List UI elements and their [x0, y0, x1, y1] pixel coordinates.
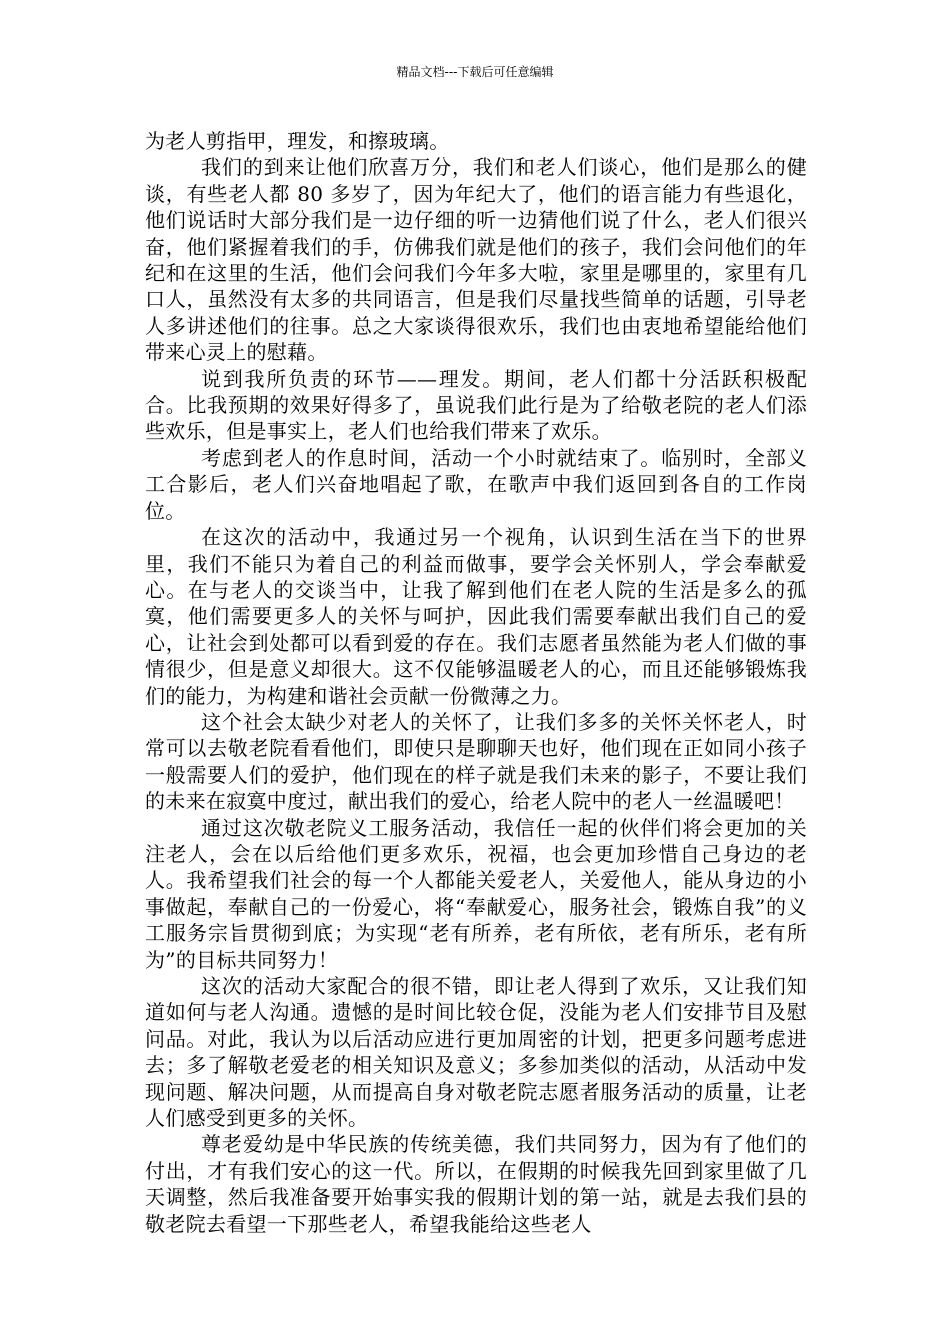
- paragraph: 说到我所负责的环节——理发。期间，老人们都十分活跃积极配合。比我预期的效果好得多了，虽说我们此行是为了给敬老院的老人们添些欢乐，但是事实上，老人们也给我们带来了欢乐。: [145, 366, 807, 444]
- paragraph: 考虑到老人的作息时间，活动一个小时就结束了。临别时，全部义工合影后，老人们兴奋地唱起了歌，在歌声中我们返回到各自的工作岗位。: [145, 445, 807, 523]
- document-body: [145, 128, 807, 1237]
- paragraph: 这次的活动大家配合的很不错，即让老人得到了欢乐，又让我们知道如何与老人沟通。遗憾的是时间比较仓促，没能为老人们安排节目及慰问品。对此，我认为以后活动应进行更加周密的计划，把更多问题考虑进去；多了解敬老爱老的相关知识及意义；多参加类似的活动，从活动中发现问题、解决问题，从而提高自身对敬老院志愿者服务活动的质量，让老人们感受到更多的关怀。: [145, 974, 807, 1131]
- paragraph: 这个社会太缺少对老人的关怀了，让我们多多的关怀关怀老人，时常可以去敬老院看看他们，即使只是聊聊天也好，他们现在正如同小孩子一般需要人们的爱护，他们现在的样子就是我们未来的影子，不要让我们的未来在寂寞中度过，献出我们的爱心，给老人院中的老人一丝温暖吧！: [145, 709, 807, 814]
- paragraph-continuation: 为老人剪指甲，理发，和擦玻璃。: [145, 129, 450, 153]
- paragraph: 尊老爱幼是中华民族的传统美德，我们共同努力，因为有了他们的付出，才有我们安心的这一代。所以，在假期的时候我先回到家里做了几天调整，然后我准备要开始事实我的假期计划的第一站，就是去我们县的敬老院去看望一下那些老人，希望我能给这些老人: [145, 1132, 807, 1236]
- page-header: 精品文档---下载后可任意编辑: [396, 65, 554, 79]
- paragraph: 在这次的活动中，我通过另一个视角，认识到生活在当下的世界里，我们不能只为着自己的利益而做事，要学会关怀别人，学会奉献爱心。在与老人的交谈当中，让我了解到他们在老人院的生活是多么的孤寞，他们需要更多人的关怀与呵护，因此我们需要奉献出我们自己的爱心，让社会到处都可以看到爱的存在。我们志愿者虽然能为老人们做的事情很少，但是意义却很大。这不仅能够温暖老人的心，而且还能够锻炼我们的能力，为构建和谐社会贡献一份微薄之力。: [145, 525, 807, 708]
- paragraph: 通过这次敬老院义工服务活动，我信任一起的伙伴们将会更加的关注老人，会在以后给他们更多欢乐，祝福，也会更加珍惜自己身边的老人。我希望我们社会的每一个人都能关爱老人，关爱他人，能从身边的小事做起，奉献自己的一份爱心，将“奉献爱心，服务社会，锻炼自我”的义工服务宗旨贯彻到底；为实现“老有所养，老有所依，老有所乐，老有所为”的目标共同努力！: [145, 815, 807, 972]
- paragraph: 我们的到来让他们欣喜万分，我们和老人们谈心，他们是那么的健谈，有些老人都 80 多岁了，因为年纪大了，他们的语言能力有些退化，他们说话时大部分我们是一边仔细的听一边猜他们说了什么，老人们很兴奋，他们紧握着我们的手，仿佛我们就是他们的孩子，我们会问他们的年纪和在这里的生活，他们会问我们今年多大啦，家里是哪里的，家里有几口人，虽然没有太多的共同语言，但是我们尽量找些简单的话题，引导老人多讲述他们的往事。总之大家谈得很欢乐，我们也由衷地希望能给他们带来心灵上的慰藉。: [145, 155, 807, 365]
